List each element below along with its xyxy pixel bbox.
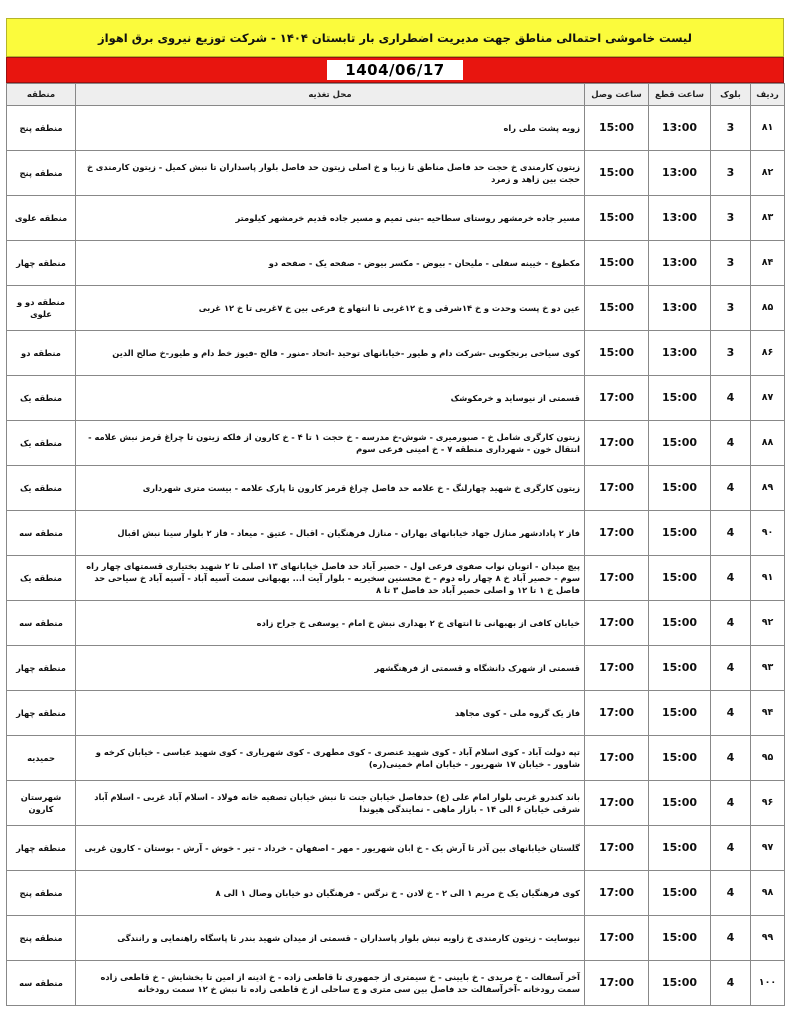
connect-time-cell: 15:00 (585, 331, 649, 376)
cut-time-cell: 15:00 (649, 556, 711, 601)
cut-time-cell: 15:00 (649, 781, 711, 826)
cut-time-cell: 13:00 (649, 286, 711, 331)
connect-time-cell: 17:00 (585, 646, 649, 691)
region-cell: منطقه چهار (7, 691, 76, 736)
region-cell: منطقه یک (7, 421, 76, 466)
row-number-cell: ۹۶ (751, 781, 785, 826)
location-cell: خیابان کافی از بهبهانی تا انتهای خ ۲ بهداری نبش خ امام - یوسفی خ جراح زاده (76, 601, 585, 646)
row-number-cell: ۹۴ (751, 691, 785, 736)
row-number-cell: ۸۷ (751, 376, 785, 421)
connect-time-cell: 17:00 (585, 376, 649, 421)
connect-time-cell: 17:00 (585, 736, 649, 781)
connect-time-cell: 17:00 (585, 421, 649, 466)
cut-time-cell: 15:00 (649, 691, 711, 736)
row-number-cell: ۹۰ (751, 511, 785, 556)
region-cell: حمیدیه (7, 736, 76, 781)
row-number-cell: ۱۰۰ (751, 961, 785, 1006)
row-number-cell: ۸۵ (751, 286, 785, 331)
table-row (7, 466, 785, 511)
header-region: منطقه (7, 84, 76, 106)
table-row (7, 421, 785, 466)
block-cell: 4 (711, 646, 751, 691)
region-cell: منطقه پنج (7, 916, 76, 961)
row-number-cell: ۸۹ (751, 466, 785, 511)
table-row (7, 646, 785, 691)
location-cell: عین دو خ پست وحدت و خ ۱۴شرقی و خ ۱۲غربی تا انتهاو خ فرعی بین خ ۷غربی تا خ ۱۲ غربی (76, 286, 585, 331)
table-row (7, 241, 785, 286)
header-connect-time: ساعت وصل (585, 84, 649, 106)
block-cell: 3 (711, 106, 751, 151)
connect-time-cell: 17:00 (585, 826, 649, 871)
region-cell: منطقه چهار (7, 241, 76, 286)
cut-time-cell: 13:00 (649, 196, 711, 241)
location-cell: کوی فرهنگیان یک خ مریم ۱ الی ۲ - خ لادن - خ نرگس - فرهنگیان دو خیابان وصال ۱ الی ۸ (76, 871, 585, 916)
connect-time-cell: 15:00 (585, 241, 649, 286)
block-cell: 4 (711, 691, 751, 736)
location-cell: پیچ میدان - اتوبان نواب صفوی فرعی اول - حصیر آباد حد فاصل خیابانهای ۱۳ اصلی تا ۲ شهید بختیاری قسمتهای چهار راه سوم - حصیر آباد خ ۸ چهار راه دوم - خ محسنین سخیریه - بلوار آیت ا... بهبهانی سمت آسیه آباد - آسیه آباد خ سیاحی حد فاصل خ ۱ تا ۱۲ و اصلی حصیر آباد حد فاصل ۳ تا ۸ (76, 556, 585, 601)
table-row (7, 286, 785, 331)
table-header (7, 84, 785, 106)
block-cell: 3 (711, 151, 751, 196)
connect-time-cell: 15:00 (585, 106, 649, 151)
table-row (7, 691, 785, 736)
table-body (7, 106, 785, 1006)
region-cell: منطقه پنج (7, 151, 76, 196)
cut-time-cell: 15:00 (649, 871, 711, 916)
location-cell: قسمتی از نیوساید و خرمکوشک (76, 376, 585, 421)
location-cell: مسیر جاده خرمشهر روستای سطاحیه -بنی تمیم و مسیر جاده قدیم خرمشهر کیلومتر (76, 196, 585, 241)
header-location: محل تغذیه (76, 84, 585, 106)
table-row (7, 511, 785, 556)
connect-time-cell: 17:00 (585, 601, 649, 646)
row-number-cell: ۹۷ (751, 826, 785, 871)
table-row (7, 781, 785, 826)
cut-time-cell: 15:00 (649, 421, 711, 466)
region-cell: منطقه دو (7, 331, 76, 376)
region-cell: منطقه دو و علوی (7, 286, 76, 331)
connect-time-cell: 17:00 (585, 916, 649, 961)
region-cell: منطقه یک (7, 556, 76, 601)
row-number-cell: ۸۱ (751, 106, 785, 151)
region-cell: منطقه چهار (7, 826, 76, 871)
location-cell: نیوسایت - زیتون کارمندی خ زاویه نبش بلوار پاسداران - قسمتی از میدان شهید بندر تا پاسگاه راهنمایی و رانندگی (76, 916, 585, 961)
block-cell: 4 (711, 916, 751, 961)
connect-time-cell: 15:00 (585, 196, 649, 241)
table-row (7, 736, 785, 781)
region-cell: منطقه چهار (7, 646, 76, 691)
location-cell: زیتون کارگری شامل خ - صبورمیری - شوش-خ مدرسه - خ حجت ۱ تا ۴ - خ کارون از فلکه زیتون تا چراغ قرمز نبش علامه - انتقال خون - شهرداری منطقه ۷ - خ امینی فرعی سوم (76, 421, 585, 466)
row-number-cell: ۹۳ (751, 646, 785, 691)
connect-time-cell: 15:00 (585, 151, 649, 196)
header-row-number: ردیف (751, 84, 785, 106)
block-cell: 4 (711, 601, 751, 646)
table-row (7, 871, 785, 916)
region-cell: منطقه سه (7, 961, 76, 1006)
cut-time-cell: 15:00 (649, 736, 711, 781)
location-cell: فاز ۲ پادادشهر منازل جهاد خیابانهای بهاران - منازل فرهنگیان - اقبال - عتیق - میعاد - فاز ۲ بلوار سینا نبش اقبال (76, 511, 585, 556)
location-cell: تپه دولت آباد - کوی اسلام آباد - کوی شهید عنصری - کوی مطهری - کوی شهریاری - کوی شهید عباسی - خیابان کرخه و شاوور - خیابان ۱۷ شهریور - خیابان امام خمینی(ره) (76, 736, 585, 781)
block-cell: 3 (711, 196, 751, 241)
table-row (7, 601, 785, 646)
cut-time-cell: 13:00 (649, 331, 711, 376)
cut-time-cell: 15:00 (649, 376, 711, 421)
block-cell: 4 (711, 736, 751, 781)
cut-time-cell: 15:00 (649, 466, 711, 511)
row-number-cell: ۹۸ (751, 871, 785, 916)
table-row (7, 376, 785, 421)
location-cell: مکطوع - خیینه سفلی - ملیحان - بیوض - مکسر بیوض - صفحه یک - صفحه دو (76, 241, 585, 286)
block-cell: 4 (711, 781, 751, 826)
row-number-cell: ۹۹ (751, 916, 785, 961)
block-cell: 4 (711, 466, 751, 511)
row-number-cell: ۸۸ (751, 421, 785, 466)
row-number-cell: ۸۶ (751, 331, 785, 376)
table-row (7, 331, 785, 376)
header-cut-time: ساعت قطع (649, 84, 711, 106)
block-cell: 4 (711, 826, 751, 871)
cut-time-cell: 13:00 (649, 151, 711, 196)
block-cell: 3 (711, 331, 751, 376)
row-number-cell: ۹۱ (751, 556, 785, 601)
row-number-cell: ۸۳ (751, 196, 785, 241)
table-row (7, 916, 785, 961)
location-cell: آخر آسفالت - خ مریدی - خ بایینی - خ سیمتری از جمهوری تا قاطعی زاده - خ اذینه از امین تا بخشایش - خ قاطعی زاده سمت رودخانه -آخرآسفالت حد فاصل بین سی متری و ج ساحلی از خ قاطعی زاده تا نبش خ ۱۲ سمت رودخانه (76, 961, 585, 1006)
region-cell: منطقه پنج (7, 871, 76, 916)
row-number-cell: ۹۲ (751, 601, 785, 646)
location-cell: زیتون کارمندی خ حجت حد فاصل مناطق تا زیبا و خ اصلی زیتون حد فاصل بلوار پاسداران تا نبش کمیل - زیتون کارمندی خ حجت بین زاهد و زمرد (76, 151, 585, 196)
location-cell: قسمتی از شهرک دانشگاه و قسمتی از فرهنگشهر (76, 646, 585, 691)
region-cell: منطقه سه (7, 601, 76, 646)
region-cell: منطقه یک (7, 466, 76, 511)
block-cell: 4 (711, 961, 751, 1006)
connect-time-cell: 17:00 (585, 961, 649, 1006)
cut-time-cell: 15:00 (649, 511, 711, 556)
region-cell: شهرستان کارون (7, 781, 76, 826)
row-number-cell: ۸۲ (751, 151, 785, 196)
table-row (7, 826, 785, 871)
region-cell: منطقه علوی (7, 196, 76, 241)
row-number-cell: ۸۴ (751, 241, 785, 286)
cut-time-cell: 15:00 (649, 601, 711, 646)
block-cell: 4 (711, 421, 751, 466)
location-cell: باند کندرو غربی بلوار امام علی (ع) حدفاصل خیابان جنت تا نبش خیابان تصفیه خانه فولاد - اسلام آباد غربی - اسلام آباد شرقی خیابان ۶ الی ۱۴ - بازار ماهی - نمایندگی هیوندا (76, 781, 585, 826)
region-cell: منطقه سه (7, 511, 76, 556)
location-cell: فاز یک گروه ملی - کوی مجاهد (76, 691, 585, 736)
region-cell: منطقه یک (7, 376, 76, 421)
cut-time-cell: 15:00 (649, 646, 711, 691)
block-cell: 4 (711, 376, 751, 421)
region-cell: منطقه پنج (7, 106, 76, 151)
location-cell: زیتون کارگری خ شهید چهارلنگ - خ علامه حد فاصل چراغ قرمز کارون تا پارک علامه - بیست متری شهرداری (76, 466, 585, 511)
connect-time-cell: 15:00 (585, 286, 649, 331)
location-cell: گلستان خیابانهای بین آذر تا آرش یک - خ ابان شهریور - مهر - اصفهان - خرداد - تیر - خوش - آرش - بوستان - کارون غربی (76, 826, 585, 871)
date-banner (6, 57, 784, 83)
outage-table (6, 83, 785, 1006)
table-row (7, 556, 785, 601)
connect-time-cell: 17:00 (585, 691, 649, 736)
block-cell: 4 (711, 871, 751, 916)
location-cell: زویه پشت ملی راه (76, 106, 585, 151)
cut-time-cell: 15:00 (649, 916, 711, 961)
table-row (7, 961, 785, 1006)
document-title-text: لیست خاموشی احتمالی مناطق جهت مدیریت اضطراری بار تابستان ۱۴۰۴ - شرکت توزیع نیروی برق اهواز (98, 30, 692, 45)
connect-time-cell: 17:00 (585, 871, 649, 916)
header-block: بلوک (711, 84, 751, 106)
document-title (6, 18, 784, 57)
connect-time-cell: 17:00 (585, 556, 649, 601)
block-cell: 3 (711, 241, 751, 286)
table-row (7, 151, 785, 196)
cut-time-cell: 15:00 (649, 961, 711, 1006)
location-cell: کوی سیاحی برنجکوبی -شرکت دام و طیور -خیابانهای توحید -اتحاد -منور - فالح -فیوز خط دام و طیور-خ صالح الدین (76, 331, 585, 376)
cut-time-cell: 13:00 (649, 241, 711, 286)
row-number-cell: ۹۵ (751, 736, 785, 781)
table-row (7, 196, 785, 241)
connect-time-cell: 17:00 (585, 466, 649, 511)
connect-time-cell: 17:00 (585, 781, 649, 826)
table-row (7, 106, 785, 151)
block-cell: 4 (711, 511, 751, 556)
connect-time-cell: 17:00 (585, 511, 649, 556)
date-text: 1404/06/17 (327, 60, 462, 80)
cut-time-cell: 15:00 (649, 826, 711, 871)
block-cell: 4 (711, 556, 751, 601)
block-cell: 3 (711, 286, 751, 331)
cut-time-cell: 13:00 (649, 106, 711, 151)
